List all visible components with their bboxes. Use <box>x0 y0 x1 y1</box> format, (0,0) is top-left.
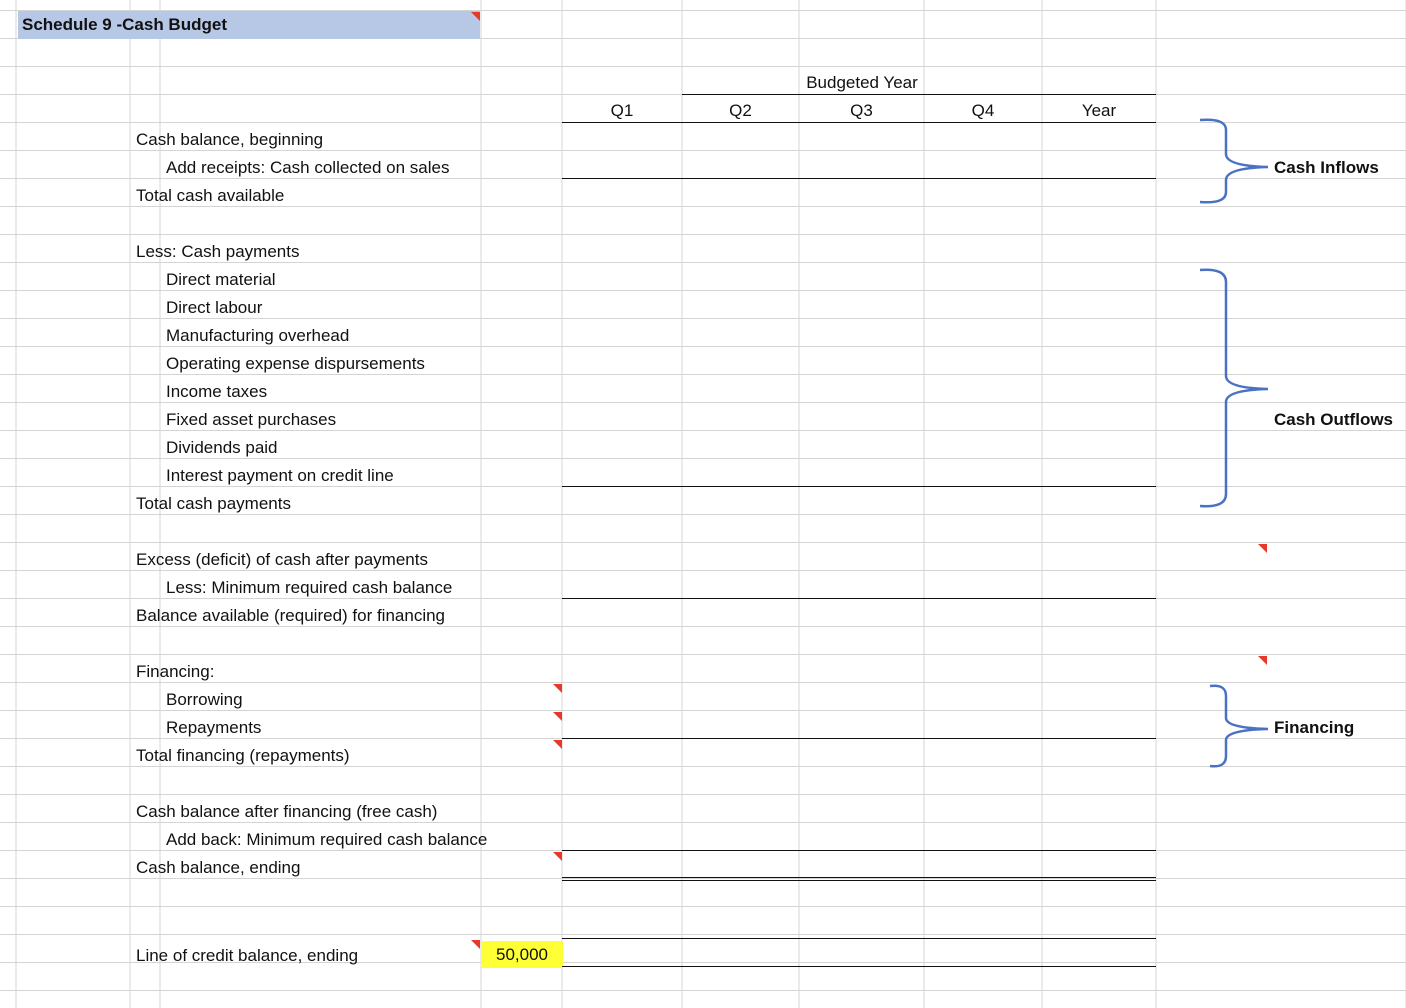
row-label-credit-line-ending[interactable]: Line of credit balance, ending <box>136 946 359 965</box>
row-label-fixed-asset-purchases[interactable]: Fixed asset purchases <box>166 410 337 429</box>
row-label-financing[interactable]: Financing: <box>136 662 215 681</box>
row-label-total-available[interactable]: Total cash available <box>136 186 285 205</box>
row-label-less-minimum[interactable]: Less: Minimum required cash balance <box>166 578 453 597</box>
budgeted-year-header: Budgeted Year <box>806 73 918 92</box>
row-label-after-financing[interactable]: Cash balance after financing (free cash) <box>136 802 438 821</box>
column-header-q1: Q1 <box>610 101 634 120</box>
receipts-subtotal-border <box>562 178 1156 179</box>
row-label-excess-deficit[interactable]: Excess (deficit) of cash after payments <box>136 550 428 569</box>
comment-marker[interactable] <box>471 940 480 949</box>
comment-marker[interactable] <box>553 852 562 861</box>
row-label-add-receipts[interactable]: Add receipts: Cash collected on sales <box>166 158 450 177</box>
cash-inflows-annotation: Cash Inflows <box>1274 158 1379 177</box>
ending-balance-double-border <box>562 877 1156 881</box>
column-header-q4: Q4 <box>971 101 995 120</box>
cash-outflows-annotation: Cash Outflows <box>1274 410 1394 429</box>
header-top-border <box>682 94 1156 95</box>
comment-marker[interactable] <box>553 684 562 693</box>
row-label-total-payments[interactable]: Total cash payments <box>136 494 291 513</box>
comment-marker[interactable] <box>471 12 480 21</box>
row-label-direct-labour[interactable]: Direct labour <box>166 298 263 317</box>
row-label-direct-material[interactable]: Direct material <box>166 270 276 289</box>
credit-line-top-border <box>562 938 1156 939</box>
row-label-repayments[interactable]: Repayments <box>166 718 262 737</box>
row-label-income-taxes[interactable]: Income taxes <box>166 382 268 401</box>
row-label-cash-ending[interactable]: Cash balance, ending <box>136 858 301 877</box>
financing-subtotal-border <box>562 738 1156 739</box>
header-bottom-border <box>562 122 1156 123</box>
column-header-q3: Q3 <box>850 101 873 120</box>
column-header-q2: Q2 <box>729 101 752 120</box>
row-label-less-payments[interactable]: Less: Cash payments <box>136 242 300 261</box>
row-label-total-financing[interactable]: Total financing (repayments) <box>136 746 350 765</box>
row-label-manufacturing-overhead[interactable]: Manufacturing overhead <box>166 326 350 345</box>
row-label-interest-payment[interactable]: Interest payment on credit line <box>166 466 394 485</box>
comment-marker[interactable] <box>1258 656 1267 665</box>
financing-annotation: Financing <box>1274 718 1355 737</box>
sheet-title[interactable]: Schedule 9 -Cash Budget <box>18 11 480 39</box>
add-back-subtotal-border <box>562 850 1156 851</box>
cash-outflows-brace-icon <box>1196 264 1276 514</box>
credit-line-value-cell[interactable]: 50,000 <box>481 941 563 968</box>
row-label-add-back-minimum[interactable]: Add back: Minimum required cash balance <box>166 830 488 849</box>
cash-inflows-brace-icon <box>1196 114 1276 210</box>
comment-marker[interactable] <box>553 712 562 721</box>
row-label-cash-beginning[interactable]: Cash balance, beginning <box>136 130 324 149</box>
minimum-subtotal-border <box>562 598 1156 599</box>
row-label-dividends-paid[interactable]: Dividends paid <box>166 438 278 457</box>
row-label-balance-available[interactable]: Balance available (required) for financing <box>136 606 446 625</box>
row-label-operating-expense[interactable]: Operating expense dispursements <box>166 354 425 373</box>
credit-line-bottom-border <box>562 966 1156 967</box>
payments-subtotal-border <box>562 486 1156 487</box>
comment-marker[interactable] <box>553 740 562 749</box>
financing-brace-icon <box>1196 680 1276 772</box>
comment-marker[interactable] <box>1258 544 1267 553</box>
row-label-borrowing[interactable]: Borrowing <box>166 690 243 709</box>
column-header-year: Year <box>1081 101 1117 120</box>
